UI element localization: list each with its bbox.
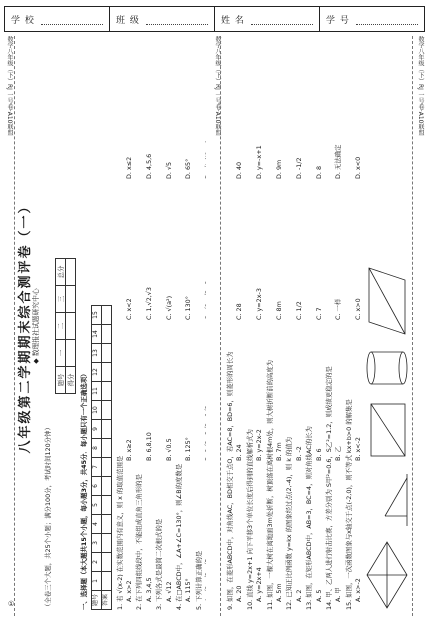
answer-box[interactable] [101, 325, 111, 344]
option-row [315, 42, 323, 610]
answer-option[interactable]: C. 8m [275, 301, 284, 320]
school-label: 学 校 [11, 15, 35, 26]
answer-option[interactable]: B. -2 [294, 446, 303, 461]
name-label: 姓 名 [221, 15, 245, 26]
answer-number-cell: 5 [91, 496, 101, 515]
score-input-cell[interactable] [66, 286, 76, 313]
answer-number-cell: 15 [91, 306, 101, 325]
score-input-cell[interactable] [66, 340, 76, 367]
answer-option[interactable]: C. x>0 [354, 298, 363, 320]
answer-number-row [91, 306, 101, 610]
answer-option[interactable] [204, 324, 206, 461]
answer-box[interactable] [101, 515, 111, 534]
answer-box[interactable] [101, 344, 111, 363]
answer-option[interactable]: C. 130° [184, 296, 193, 320]
answer-option[interactable]: C. 7 [314, 307, 323, 320]
answer-option[interactable]: B. y=2x-2 [255, 429, 264, 461]
answer-box[interactable] [101, 420, 111, 439]
score-header-cell: 总分 [56, 259, 66, 286]
option-row [295, 42, 303, 610]
answer-option[interactable]: B. 6 [314, 448, 323, 461]
number-label: 学 号 [326, 15, 350, 26]
side-label-right: 数学八年级（下）RJ 一号卷·A10联盟 [417, 36, 424, 136]
score-table-header-row [56, 259, 66, 394]
section-1-heading: 一、选择题（本大题共15个小题，每小题3分，共45分．每小题只有一个正确选项） [80, 370, 89, 610]
score-header-cell: 一 [56, 340, 66, 367]
broken-tree-figure [365, 470, 409, 530]
questions-list-2 [226, 42, 363, 610]
answer-option[interactable]: C. 28 [235, 303, 244, 320]
answer-number-cell: 9 [91, 420, 101, 439]
answer-label: 答案 [101, 591, 111, 610]
option-row [165, 42, 173, 610]
answer-option[interactable]: D. 无法确定 [334, 144, 343, 179]
question-stem: 3. 下列各式是最简二次根式的是 [155, 518, 164, 610]
answer-option[interactable]: D. √5 [164, 161, 173, 179]
question-stem: 9. 如图，在菱形ABCD中，对角线AC，BD相交于点O，若AC=8，BD=6，则菱形的周长为 [226, 351, 234, 610]
class-field[interactable] [110, 7, 215, 31]
answer-option[interactable]: A. 5m [275, 583, 284, 602]
score-input-cell[interactable] [66, 313, 76, 340]
option-row [255, 42, 263, 610]
answer-box[interactable] [101, 572, 111, 591]
question-stem: 11. 如图，一棵大树在离地面3m处折断，树顶落在离树根4m处，则大树折断前的高度为 [265, 359, 274, 610]
answer-number-cell: 4 [91, 515, 101, 534]
answer-option[interactable]: B. √0.5 [164, 438, 173, 461]
answer-option[interactable]: A. 20 [235, 585, 244, 602]
answer-option[interactable]: D. 8 [314, 165, 323, 179]
answer-number-cell: 13 [91, 344, 101, 363]
answer-option[interactable]: A. 2 [294, 589, 303, 602]
score-header-cell: 题号 [56, 367, 66, 394]
answer-box[interactable] [101, 477, 111, 496]
name-line [251, 14, 313, 25]
rhombus-figure [365, 540, 409, 610]
number-field[interactable] [320, 7, 424, 31]
answer-number-cell: 1 [91, 572, 101, 591]
score-label-cell: 得分 [66, 367, 76, 394]
answer-box[interactable] [101, 382, 111, 401]
answer-option[interactable]: B. x<-2 [354, 437, 363, 461]
answer-option[interactable]: A. y=2x+4 [255, 567, 264, 602]
answer-option[interactable]: A. √12 [164, 581, 173, 602]
answer-option[interactable]: B. 24 [235, 444, 244, 461]
option-row [275, 42, 283, 610]
figures-row [365, 42, 409, 610]
answer-option[interactable]: C. √(a²) [164, 295, 173, 320]
answer-box[interactable] [101, 401, 111, 420]
student-info-bar [4, 6, 425, 32]
answer-option[interactable]: D. -1/2 [294, 157, 303, 179]
answer-option[interactable]: C. x<2 [125, 298, 134, 320]
answer-row-label: 题号 [91, 591, 101, 610]
answer-number-cell: 7 [91, 458, 101, 477]
option-row [334, 42, 342, 610]
class-line [146, 14, 208, 25]
question-stem: 1. 若 √(x-2) 在实数范围内有意义，则 x 的取值范围是 [115, 455, 124, 610]
option-row [204, 42, 206, 610]
answer-option[interactable]: D. 4,5,6 [144, 153, 153, 179]
column-2 [222, 36, 412, 616]
answer-option[interactable]: A. 115° [184, 578, 193, 602]
answer-option[interactable]: C. 1,√2,√3 [144, 287, 153, 320]
answer-box[interactable] [101, 458, 111, 477]
answer-number-cell: 12 [91, 363, 101, 382]
question-stem: 15. 如图，一次函数图象与x轴交于点(-2,0)，则不等式 kx+b>0 的解集是 [344, 399, 353, 610]
answer-option[interactable]: B. 乙 [334, 446, 343, 461]
answer-number-cell: 8 [91, 439, 101, 458]
school-field[interactable] [5, 7, 110, 31]
page-title: 八年级第二学期期末综合测评卷（一） [18, 198, 33, 454]
question-stem: 5. 下列计算正确的是 [194, 550, 203, 610]
answer-option[interactable]: D. 65° [184, 158, 193, 179]
column-1 [16, 36, 206, 616]
score-table [55, 258, 76, 394]
answer-grid [91, 305, 112, 610]
answer-option[interactable]: D. x≤2 [125, 156, 134, 179]
answer-box[interactable] [101, 306, 111, 325]
answer-number-cell: 3 [91, 534, 101, 553]
answer-option[interactable]: D. y=-x+1 [255, 145, 264, 179]
questions-list-1 [116, 42, 206, 610]
question-stem: 12. 已知正比例函数 y=kx 的图象经过点(2,-4)，则 k 的值为 [285, 436, 294, 610]
rectangle-figure [365, 400, 409, 460]
answer-option[interactable]: B. 6,8,10 [144, 432, 153, 461]
page-number: ① [8, 600, 15, 608]
answer-number-cell: 6 [91, 477, 101, 496]
option-row [354, 42, 362, 610]
answer-option[interactable]: C. 1/2 [294, 301, 303, 320]
question-stem: 4. 在□ABCD中，∠A+∠C=130°，则∠B的度数是 [175, 463, 184, 610]
cylinder-figure [365, 346, 409, 390]
answer-box[interactable] [101, 439, 111, 458]
option-row [184, 42, 192, 610]
answer-option[interactable]: A. x>-2 [354, 578, 363, 602]
answer-option[interactable]: A. 甲 [334, 587, 343, 602]
binding-line-right [412, 36, 413, 616]
number-line [356, 14, 418, 25]
subtitle: ◆ 数理报社试题研究中心 [32, 288, 41, 364]
option-row [145, 42, 153, 610]
answer-option[interactable]: B. 7m [275, 442, 284, 461]
score-header-cell: 二 [56, 313, 66, 340]
score-table-score-row [66, 259, 76, 394]
answer-number-cell: 11 [91, 382, 101, 401]
class-label: 班 级 [116, 15, 140, 26]
answer-number-cell: 10 [91, 401, 101, 420]
answer-option[interactable]: C. y=2x-3 [255, 288, 264, 320]
answer-number-cell: 2 [91, 553, 101, 572]
answer-option[interactable] [204, 183, 206, 320]
option-row [235, 42, 243, 610]
question-stem: 2. 在下列四组线段中，不能组成直角三角形的是 [135, 474, 144, 610]
answer-option[interactable] [204, 465, 206, 602]
answer-box-row [101, 306, 111, 610]
option-row [125, 42, 133, 610]
binding-line-mid [220, 36, 221, 616]
school-line [41, 14, 103, 25]
answer-option[interactable]: D. 9m [275, 159, 284, 179]
answer-option[interactable]: A. x>2 [125, 580, 134, 602]
answer-option[interactable]: B. 125° [184, 437, 193, 461]
answer-option[interactable]: D. 40 [235, 161, 244, 179]
answer-option[interactable] [204, 42, 206, 179]
answer-box[interactable] [101, 363, 111, 382]
question-stem: 13. 如图，在矩形ABCD中，AB=3，BC=4，则对角线AC的长为 [305, 426, 314, 610]
side-label-left: 数学八年级（下）RJ 一号卷·A10联盟 [6, 36, 13, 136]
exam-instruction: （全卷三个大题，共25个小题；满分100分，考试时间120分钟） [43, 424, 52, 610]
score-header-cell: 三 [56, 286, 66, 313]
binding-line-left [14, 36, 15, 616]
score-input-cell[interactable] [66, 259, 76, 286]
parallelogram-figure [365, 266, 409, 336]
answer-option[interactable]: B. x≥2 [125, 439, 134, 461]
answer-box[interactable] [101, 553, 111, 572]
answer-option[interactable]: A. 3,4,5 [144, 577, 153, 602]
answer-option[interactable]: A. 5 [314, 589, 323, 602]
side-label-mid: 数学八年级（下）RJ 一号卷·A10联盟 [214, 36, 221, 136]
answer-option[interactable]: C. 一样 [334, 298, 343, 320]
answer-box[interactable] [101, 496, 111, 515]
name-field[interactable] [215, 7, 320, 31]
question-stem: 14. 甲、乙两人进行射击比赛，方差分别为 S甲²=0.6，S乙²=1.2，则成绩更稳定的是 [325, 366, 334, 610]
answer-number-cell: 14 [91, 325, 101, 344]
question-stem: 10. 直线 y=2x+1 向下平移3个单位长度后得到的直线解析式为 [245, 429, 254, 610]
answer-box[interactable] [101, 534, 111, 553]
answer-option[interactable]: D. x<0 [354, 156, 363, 179]
